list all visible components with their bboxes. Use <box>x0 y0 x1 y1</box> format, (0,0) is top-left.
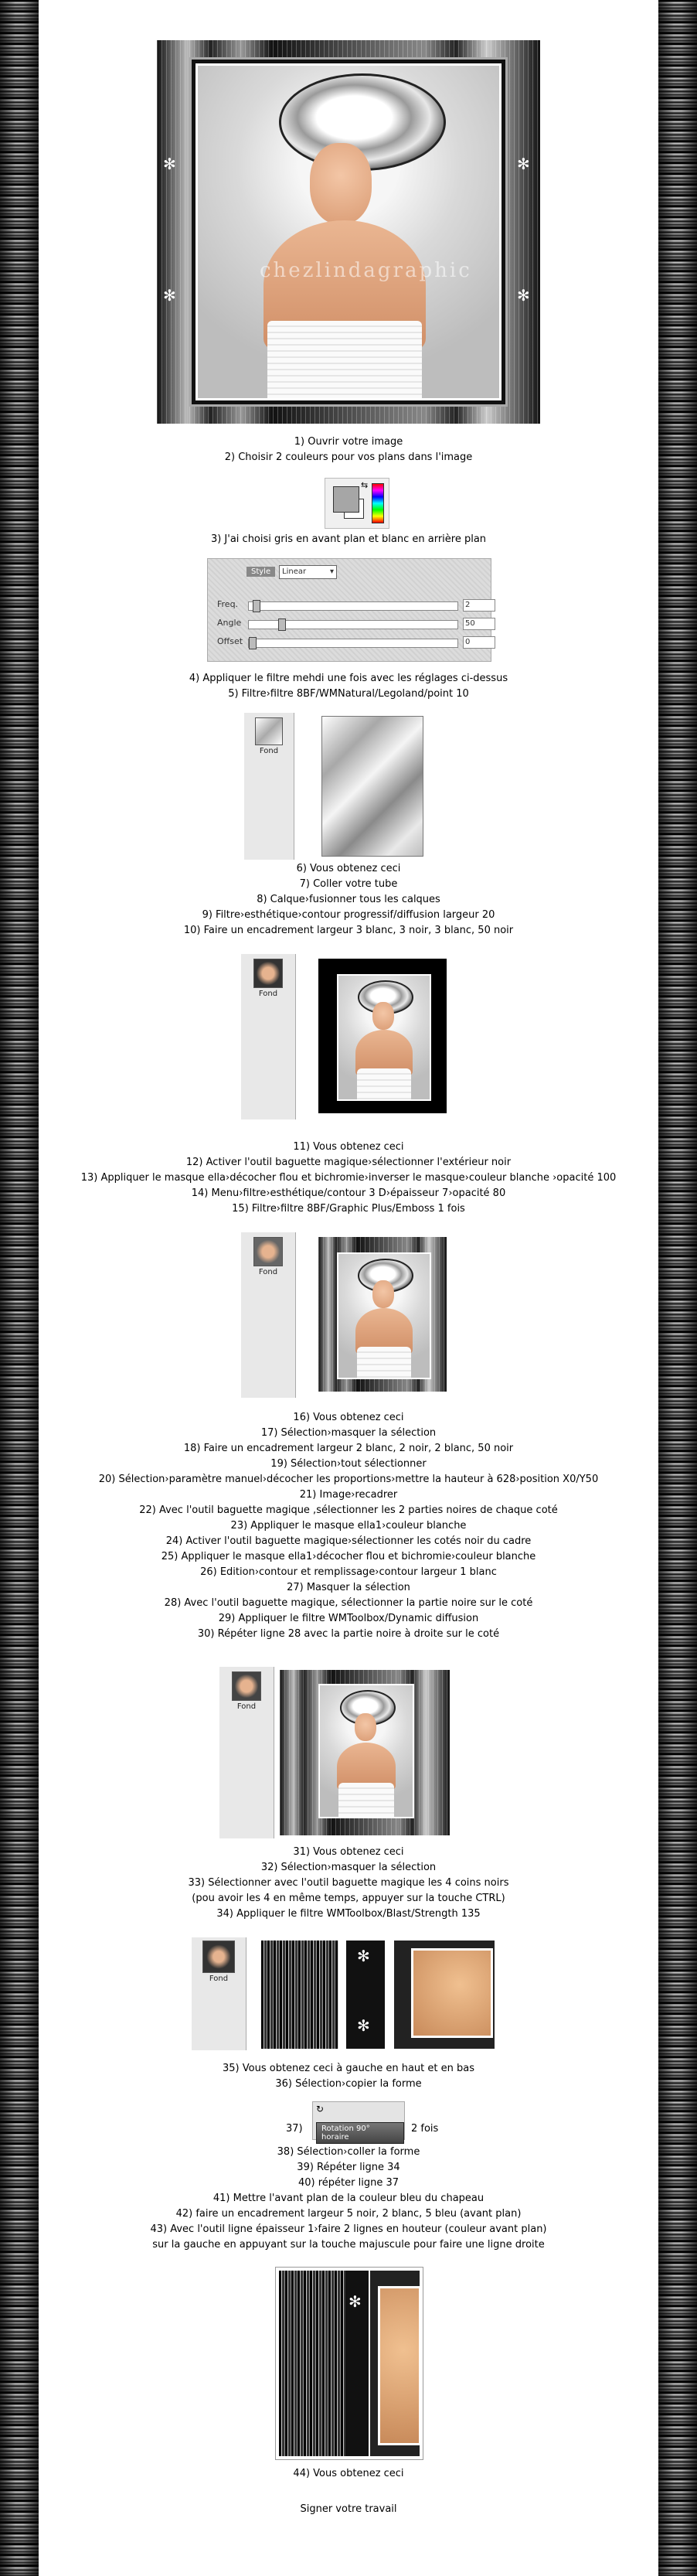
layers-palette <box>219 1667 274 1838</box>
step-3: 3) J'ai choisi gris en avant plan et blanc en arrière plan <box>210 533 487 545</box>
layer-thumbnail[interactable] <box>253 959 283 988</box>
layer-thumbnail[interactable] <box>255 717 283 745</box>
snowflake-ornament-icon: ✻ <box>348 2292 362 2311</box>
metallic-texture-preview <box>321 716 423 857</box>
screenshot-framed-result <box>241 954 459 1119</box>
tutorial-page <box>39 0 658 2576</box>
screenshot-legoland-result <box>244 713 447 860</box>
angle-slider[interactable] <box>248 620 458 629</box>
snowflake-ornament-icon: ✻ <box>517 155 530 173</box>
color-spectrum-picker[interactable] <box>372 483 384 523</box>
layer-thumbnail[interactable] <box>253 1237 283 1266</box>
offset-slider[interactable] <box>248 639 458 648</box>
framed-corner-preview <box>394 1941 495 2049</box>
portrait-photo <box>198 66 499 398</box>
face-shape <box>310 143 372 224</box>
layer-name: Fond <box>258 990 278 998</box>
screenshot-blast-corners <box>192 1937 505 2050</box>
result-image-top <box>157 40 540 424</box>
slider-thumb[interactable] <box>253 600 260 612</box>
foreground-color-swatch[interactable] <box>333 486 359 513</box>
snowflake-ornament-icon: ✻ <box>357 2016 370 2035</box>
blast-strip-preview <box>261 1941 338 2049</box>
corner-detail-preview <box>346 1941 385 2049</box>
layers-palette <box>241 1232 296 1398</box>
layer-name: Fond <box>209 1975 229 1983</box>
steps-31-34: 31) Vous obtenez ceci 32) Sélection›masquer la sélection 33) Sélectionner avec l'outil baguette magique les 4 coins noirs (pou avoir les 4 en même temps, appuyer sur la touche CTRL) 34) Appliquer le filtre WMToolbox/Blast/Strength 135 <box>188 1846 509 1920</box>
rotation-90-button[interactable]: Rotation 90° horaire <box>316 2122 404 2144</box>
steps-35-36: 35) Vous obtenez ceci à gauche en haut et en bas 36) Sélection›copier la forme <box>223 2063 474 2090</box>
border-strip-preview <box>279 2271 345 2456</box>
step-37-suffix: 2 fois <box>411 2123 439 2135</box>
steps-16-30: 16) Vous obtenez ceci 17) Sélection›masquer la sélection 18) Faire un encadrement largeur 2 blanc, 2 noir, 2 blanc, 50 noir 19) Sélection›tout sélectionner 20) Sélection›paramètre manuel›décocher les proportions›mettre la hauteur à 628›position X0/Y50 21) Image›recadrer 22) Avec l'outil baguette magique ,sélectionner les 2 parties noires de chaque coté 23) Appliquer le masque ella1›couleur blanche 24) Activer l'outil baguette magique›sélectionner les cotés noir du cadre 25) Appliquer le masque ella1›décocher flou et bichromie›couleur blanche 26) Edition›contour et remplissage›contour largeur 1 blanc 27) Masquer la sélection 28) Avec l'outil baguette magique, sélectionner la partie noire sur le coté 29) Appliquer le filtre WMToolbox/Dynamic diffusion 30) Répéter ligne 28 avec la partie noire à droite sur le coté <box>98 1412 599 1640</box>
layers-palette <box>241 954 296 1119</box>
towel-shape <box>267 321 422 398</box>
style-label: Style <box>246 567 275 577</box>
sign-instruction: Signer votre travail <box>300 2503 397 2515</box>
steps-38-43: 38) Sélection›coller la forme 39) Répéter ligne 34 40) répéter ligne 37 41) Mettre l'avant plan de la couleur bleu du chapeau 42) faire un encadrement largeur 5 noir, 2 blanc, 5 bleu (avant plan) 43) Avec l'outil ligne épaisseur 1›faire 2 lignes en houteur (couleur avant plan) sur la gauche en appuyant sur la touche majuscule pour faire une ligne droite <box>150 2146 547 2251</box>
slider-thumb[interactable] <box>249 637 257 649</box>
layer-name: Fond <box>236 1702 257 1711</box>
swap-colors-icon[interactable]: ⇆ <box>361 480 369 490</box>
steps-1-2: 1) Ouvrir votre image 2) Choisir 2 couleurs pour vos plans dans l'image <box>224 436 473 463</box>
layers-palette <box>192 1937 246 2050</box>
steps-11-15: 11) Vous obtenez ceci 12) Activer l'outil baguette magique›sélectionner l'extérieur noir 13) Appliquer le masque ella›décocher flou et bichromie›inverser le masque›couleur blanche ›opacité 100 14) Menu›filtre›esthétique/contour 3 D›épaisseur 7›opacité 80 15) Filtre›filtre 8BF/Graphic Plus/Emboss 1 fois <box>80 1141 617 1215</box>
framed-edge-preview <box>370 2271 420 2456</box>
embossed-frame-preview <box>318 1237 447 1392</box>
offset-value-input[interactable]: 0 <box>463 636 495 649</box>
snowflake-ornament-icon: ✻ <box>357 1947 370 1965</box>
layer-thumbnail[interactable] <box>202 1941 235 1973</box>
layer-thumbnail[interactable] <box>232 1671 261 1701</box>
layer-name: Fond <box>258 1268 278 1276</box>
snowflake-ornament-icon: ✻ <box>163 286 176 305</box>
snowflake-ornament-icon: ✻ <box>517 286 530 305</box>
slider-thumb[interactable] <box>278 618 286 631</box>
toolbar-strip <box>312 2101 405 2140</box>
steps-6-10: 6) Vous obtenez ceci 7) Coller votre tube 8) Calque›fusionner tous les calques 9) Filtre›esthétique›contour progressif/diffusion largeur 20 10) Faire un encadrement largeur 3 blanc, 3 noir, 3 blanc, 50 noir <box>183 863 514 936</box>
step-44: 44) Vous obtenez ceci <box>293 2468 404 2479</box>
filter-settings-panel: Style Linear ▾ Freq. 2 Angle 50 Offset 0 <box>207 558 491 662</box>
angle-value-input[interactable]: 50 <box>463 618 495 630</box>
watermark-text: chezlindagraphic <box>260 259 472 282</box>
layers-palette <box>244 713 294 860</box>
freq-value-input[interactable]: 2 <box>463 599 495 612</box>
decorative-right-border <box>658 0 697 2576</box>
corner-detail-preview <box>345 2271 369 2456</box>
step-37-number: 37) <box>286 2123 303 2135</box>
screenshot-final-border-detail <box>275 2267 423 2460</box>
diffused-frame-preview <box>280 1670 450 1835</box>
color-swatches-panel <box>325 478 389 529</box>
steps-4-5: 4) Appliquer le filtre mehdi une fois avec les réglages ci-dessus 5) Filtre›filtre 8BF/WMNatural/Legoland/point 10 <box>189 673 508 700</box>
step-37 <box>286 2101 471 2142</box>
screenshot-embossed-result <box>241 1232 459 1398</box>
screenshot-diffusion-result <box>219 1667 459 1838</box>
freq-slider[interactable] <box>248 601 458 611</box>
snowflake-ornament-icon: ✻ <box>163 155 176 173</box>
rotate-icon[interactable]: ↻ <box>316 2104 325 2114</box>
black-frame-preview <box>318 959 447 1113</box>
decorative-left-border <box>0 0 39 2576</box>
layer-name: Fond <box>259 747 279 755</box>
style-select[interactable]: Linear ▾ <box>279 565 337 579</box>
chevron-down-icon: ▾ <box>329 567 334 576</box>
